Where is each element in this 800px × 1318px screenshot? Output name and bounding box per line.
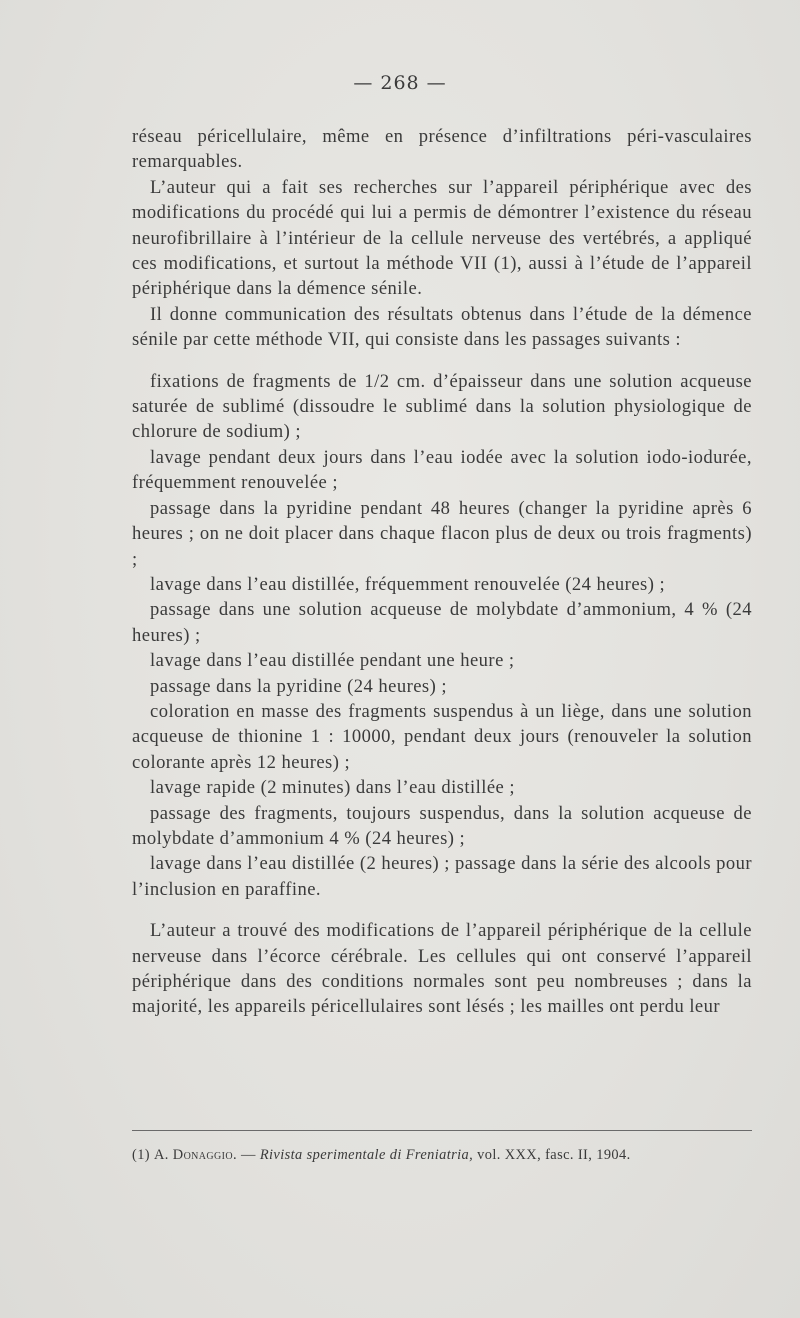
footnote — [132, 1146, 752, 1165]
footnote-journal: Rivista sperimentale di Freniatria, — [259, 1147, 474, 1163]
page-number: — 268 — — [353, 72, 447, 94]
footnote-divider — [132, 1130, 752, 1131]
paragraph: réseau péricellulaire, même en présence d’infiltrations péri-vasculaires remarquables. — [132, 126, 752, 173]
paragraph: lavage dans l’eau distillée (2 heures) ; passage dans la série des alcools pour l’inclusion en paraffine. — [132, 853, 752, 900]
paragraph: passage dans une solution acqueuse de molybdate d’ammonium, 4 % (24 heures) ; — [132, 599, 752, 646]
body-text — [132, 124, 752, 1020]
footnote-dash: — — [237, 1147, 260, 1163]
paragraph: fixations de fragments de 1/2 cm. d’épaisseur dans une solution acqueuse saturée de sublimé (dissoudre le sublimé dans la solution physiologique de chlorure de sodium) ; — [132, 370, 752, 443]
paragraph: coloration en masse des fragments suspendus à un liège, dans une solution acqueuse de thionine 1 : 10000, pendant deux jours (renouveler la solution colorante après 12 heures) ; — [132, 700, 752, 773]
paragraph: passage des fragments, toujours suspendus, dans la solution acqueuse de molybdate d’ammonium 4 % (24 heures) ; — [132, 802, 752, 849]
paragraph: L’auteur qui a fait ses recherches sur l’appareil périphérique avec des modifications du procédé qui lui a permis de démontrer l’existence du réseau neurofibrillaire à l’intérieur de la cellule nerveuse des vertébrés, a appliqué ces modifications, et surtout la méthode VII (1), aussi à l’étude de l’appareil périphérique dans la démence sénile. — [132, 176, 752, 300]
paragraph: passage dans la pyridine pendant 48 heures (changer la pyridine après 6 heures ; on ne doit placer dans chaque flacon plus de deux ou trois fragments) ; — [132, 497, 752, 570]
paragraph: lavage dans l’eau distillée, fréquemment renouvelée (24 heures) ; — [150, 573, 666, 595]
paragraph: L’auteur a trouvé des modifications de l’appareil périphérique de la cellule nerveuse dans l’écorce cérébrale. Les cellules qui ont conservé l’appareil périphérique dans des conditions normales sont peu nombreuses ; dans la majorité, les appareils péricellulaires sont lésés ; les mailles ont perdu leur — [132, 920, 752, 1018]
footnote-details: vol. XXX, fasc. II, 1904. — [473, 1147, 631, 1163]
paragraph-gap — [132, 353, 752, 369]
footnote-author: A. Donaggio. — [153, 1147, 238, 1163]
footnote-marker: (1) — [132, 1147, 150, 1163]
paragraph-gap — [132, 902, 752, 918]
paragraph: lavage pendant deux jours dans l’eau iodée avec la solution iodo-iodurée, fréquemment renouvelée ; — [132, 446, 752, 494]
paragraph: Il donne communication des résultats obtenus dans l’étude de la démence sénile par cette méthode VII, qui consiste dans les passages suivants : — [132, 303, 752, 351]
paragraph: lavage rapide (2 minutes) dans l’eau distillée ; — [150, 777, 515, 799]
paragraph: lavage dans l’eau distillée pendant une heure ; — [150, 650, 515, 672]
paragraph: passage dans la pyridine (24 heures) ; — [150, 675, 447, 697]
